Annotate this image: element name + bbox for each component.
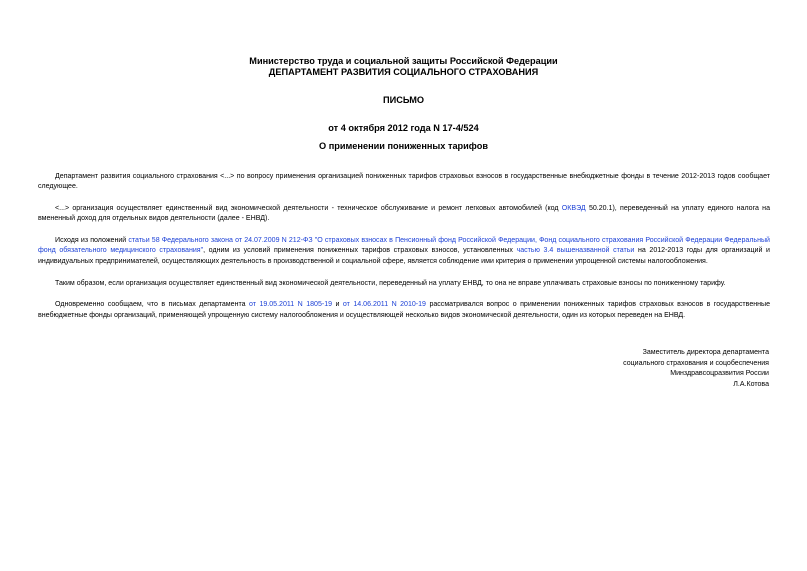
paragraph-5-text-c: рассматривался вопрос о применении пониженных тарифов страховых взносов в государственные внебюджетные фонды организаций, применяющей упрощенную систему налогообложения и осуществляющей несколько видов экономической деятельности, один из которых переведен на ЕНВД. xyxy=(38,301,771,319)
paragraph-3-text-b: , одним из условий применения пониженных тарифов страховых взносов, установленных xyxy=(203,247,517,255)
document-body xyxy=(38,172,770,332)
signature-name: Л.А.Котова xyxy=(733,380,769,388)
document-type: ПИСЬМО xyxy=(382,95,425,105)
law-article-58-link[interactable]: статьи 58 Федерального закона от 24.07.2009 N 212-ФЗ "О страховых взносах в Пенсионный фонд Российской Федерации, Фонд социального страхования Российской Федерации Федеральный фонд обязательного медицинского страхования" xyxy=(38,237,770,255)
okved-link[interactable]: ОКВЭД xyxy=(561,205,586,213)
paragraph-3-text-c: на 2012-2013 годы для организаций и индивидуальных предпринимателей, осуществляющих деятельность в производственной и социальной сфере, является соблюдение ими критерия о применении упрощенной системы налогообложения. xyxy=(38,247,770,265)
signature-block xyxy=(623,348,769,390)
signature-ministry: Минздравсоцразвития России xyxy=(670,370,769,377)
paragraph-2-text-a: <...> организация осуществляет единственный вид экономической деятельности - техническое обслуживание и ремонт легковых автомобилей (код xyxy=(55,205,562,213)
part-3-4-link[interactable]: частью 3.4 вышеназванной статьи xyxy=(516,247,635,255)
paragraph-5 xyxy=(38,300,770,321)
signature-department: социального страхования и соцобеспечения xyxy=(623,359,769,367)
letter-1805-19-link[interactable]: от 19.05.2011 N 1805-19 xyxy=(249,301,333,309)
paragraph-1: Департамент развития социального страхования <...> по вопросу применения организацией пониженных тарифов страховых взносов в государственные внебюджетные фонды в течение 2012-2013 годов сообщает следующее. xyxy=(38,173,770,191)
paragraph-2 xyxy=(38,204,770,225)
signature-position: Заместитель директора департамента xyxy=(642,349,769,356)
letter-2010-19-link[interactable]: от 14.06.2011 N 2010-19 xyxy=(342,301,426,309)
paragraph-4: Таким образом, если организация осуществляет единственный вид экономической деятельности, переведенный на уплату ЕНВД, то она не вправе уплачивать страховые взносы по пониженному тарифу. xyxy=(55,279,726,287)
document-date: от 4 октября 2012 года N 17-4/524 xyxy=(328,123,479,133)
paragraph-5-text-a: Одновременно сообщаем, что в письмах департамента xyxy=(55,301,249,309)
ministry-name: Министерство труда и социальной защиты Российской Федерации xyxy=(249,56,558,66)
paragraph-3 xyxy=(38,236,770,267)
department-name: ДЕПАРТАМЕНТ РАЗВИТИЯ СОЦИАЛЬНОГО СТРАХОВАНИЯ xyxy=(268,67,539,77)
paragraph-3-text-a: Исходя из положений xyxy=(55,237,129,245)
document-subject: О применении пониженных тарифов xyxy=(319,141,488,151)
paragraph-5-text-b: и xyxy=(332,301,343,309)
document-header xyxy=(0,56,807,134)
paragraph-2-text-b: 50.20.1), переведенный на уплату единого налога на вмененный доход для отдельных видов деятельности (далее - ЕНВД). xyxy=(38,205,770,223)
